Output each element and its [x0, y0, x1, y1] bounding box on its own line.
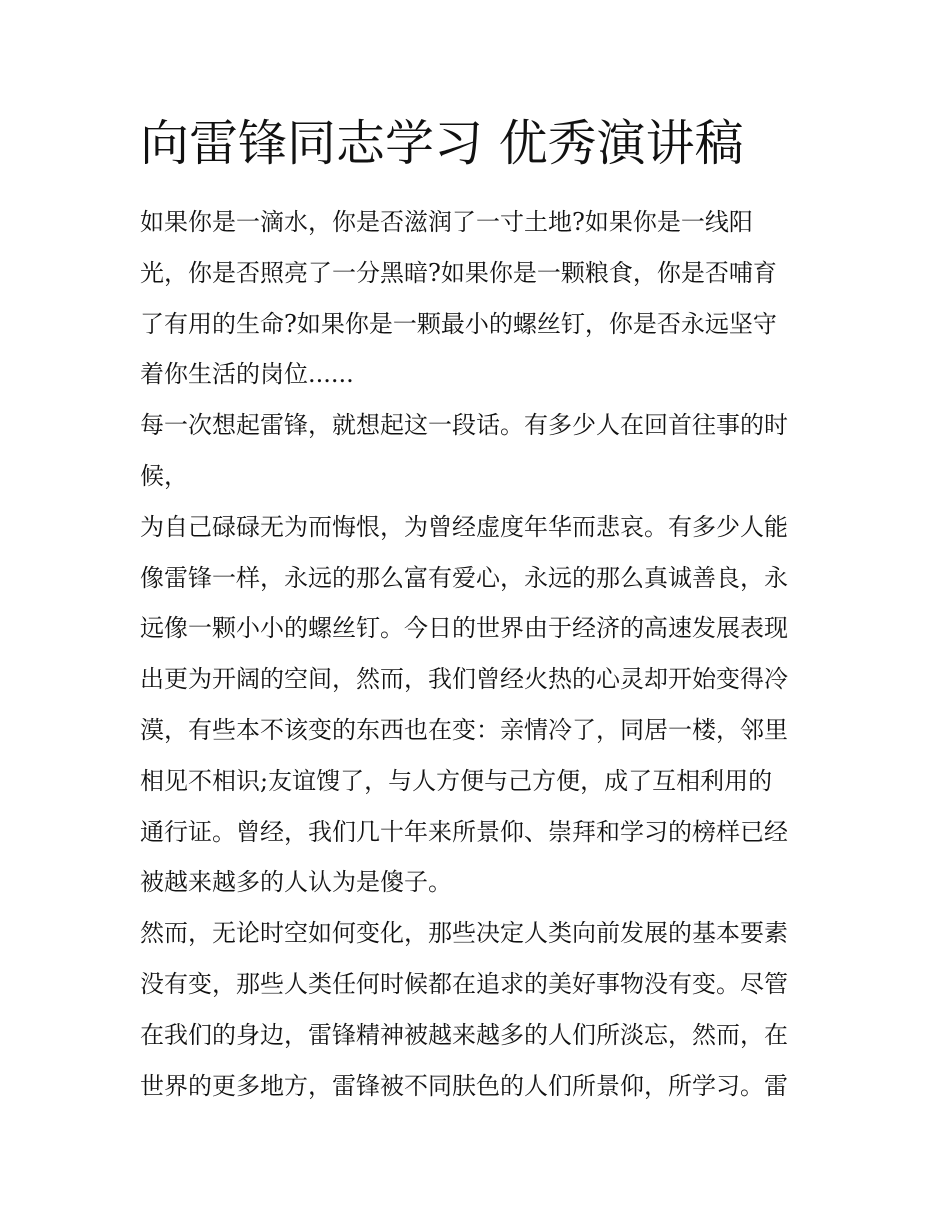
text-line: 被越来越多的人认为是傻子。 [140, 868, 452, 897]
text-line: 没有变，那些人类任何时候都在追求的美好事物没有变。尽管 [140, 969, 788, 998]
text-line: 出更为开阔的空间，然而，我们曾经火热的心灵却开始变得冷 [140, 665, 788, 694]
text-line: 光，你是否照亮了一分黑暗?如果你是一颗粮食，你是否哺育 [140, 258, 777, 287]
text-line: 相见不相识;友谊馊了，与人方便与己方便，成了互相利用的 [140, 766, 773, 795]
text-line: 着你生活的岗位...... [140, 360, 354, 389]
text-line: 候， [140, 461, 188, 490]
text-line: 如果你是一滴水，你是否滋润了一寸土地?如果你是一线阳 [140, 208, 753, 236]
text-line: 远像一颗小小的螺丝钉。今日的世界由于经济的高速发展表现 [140, 614, 788, 643]
text-line: 然而，无论时空如何变化，那些决定人类向前发展的基本要素 [140, 919, 788, 948]
text-line: 漠，有些本不该变的东西也在变：亲情冷了，同居一楼，邻里 [140, 715, 788, 744]
text-line: 了有用的生命?如果你是一颗最小的螺丝钉，你是否永远坚守 [140, 309, 777, 338]
document-title: 向雷锋同志学习 优秀演讲稿 [140, 115, 744, 172]
text-line: 在我们的身边，雷锋精神被越来越多的人们所淡忘，然而，在 [140, 1020, 788, 1049]
text-line: 通行证。曾经，我们几十年来所景仰、崇拜和学习的榜样已经 [140, 817, 788, 846]
text-line: 世界的更多地方，雷锋被不同肤色的人们所景仰，所学习。雷 [140, 1071, 788, 1100]
text-line: 为自己碌碌无为而悔恨，为曾经虚度年华而悲哀。有多少人能 [140, 512, 788, 541]
document-body [140, 197, 820, 1111]
text-line: 像雷锋一样，永远的那么富有爱心，永远的那么真诚善良，永 [140, 563, 788, 592]
text-line: 每一次想起雷锋，就想起这一段话。有多少人在回首往事的时 [140, 411, 788, 440]
